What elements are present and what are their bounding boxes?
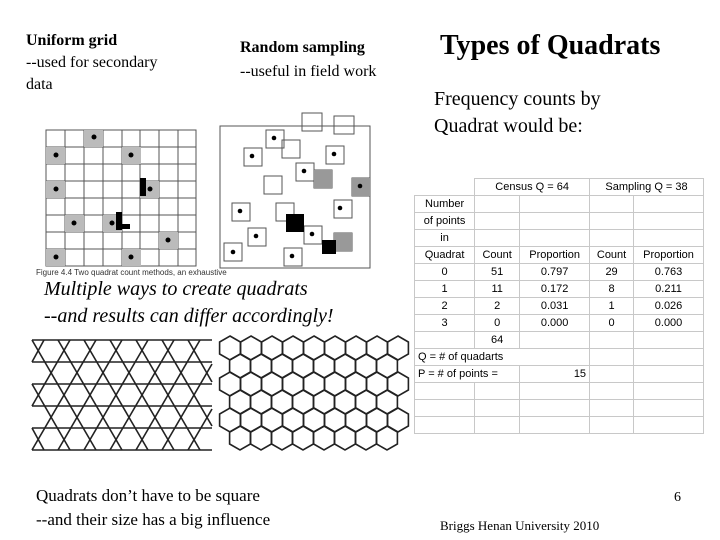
random-sampling-text — [240, 36, 376, 84]
table-row — [415, 213, 704, 230]
census-header: Census Q = 64 — [475, 179, 590, 196]
column-header: Count — [590, 247, 634, 264]
table-row — [415, 196, 704, 213]
frequency-table — [414, 178, 704, 434]
table-p-row — [415, 366, 704, 383]
slide-title: Types of Quadrats — [440, 30, 661, 61]
multiple-line2: --and results can differ accordingly! — [44, 305, 334, 327]
row-header-line: Quadrat — [415, 247, 475, 264]
table-row — [415, 383, 704, 400]
table-row: 1 11 0.172 8 0.211 — [415, 281, 704, 298]
row-header-line: Number — [415, 196, 475, 213]
sampling-header: Sampling Q = 38 — [590, 179, 704, 196]
uniform-grid-text — [26, 30, 158, 96]
column-header: Count — [475, 247, 520, 264]
hexagon-cells — [220, 336, 409, 450]
table-row: 2 2 0.031 1 0.026 — [415, 298, 704, 315]
table-total-row — [415, 332, 704, 349]
row-header-line: in — [415, 230, 475, 247]
q-label: Q = # of quadarts — [415, 349, 590, 366]
random-sampling-line1: --useful in field work — [240, 63, 377, 80]
page-number: 6 — [674, 490, 681, 505]
frequency-line2: Quadrat would be: — [434, 115, 583, 137]
credit-line: Briggs Henan University 2010 — [440, 518, 600, 533]
bottom-text — [36, 484, 270, 532]
uniform-grid-title: Uniform grid — [26, 32, 118, 49]
table-row: 0 51 0.797 29 0.763 — [415, 264, 704, 281]
table-row: 3 0 0.000 0 0.000 — [415, 315, 704, 332]
bottom-line1: Quadrats don’t have to be square — [36, 486, 260, 505]
p-label: P = # of points = — [415, 366, 520, 383]
uniform-grid-line1: --used for secondary — [26, 54, 158, 71]
frequency-text — [434, 86, 601, 140]
uniform-black-blocks — [116, 178, 146, 230]
column-header: Proportion — [520, 247, 590, 264]
table-q-row — [415, 349, 704, 366]
table-row — [415, 400, 704, 417]
column-header: Proportion — [634, 247, 704, 264]
p-value: 15 — [520, 366, 590, 383]
triangle-mesh-figure — [30, 334, 214, 454]
table-row — [415, 230, 704, 247]
census-total: 64 — [475, 332, 520, 349]
table-header-row — [415, 179, 704, 196]
uniform-grid-line2: data — [26, 76, 53, 93]
multiple-line1: Multiple ways to create quadrats — [44, 278, 308, 300]
table-row — [415, 417, 704, 434]
bottom-line2: --and their size has a big influence — [36, 510, 271, 529]
row-header-line: of points — [415, 213, 475, 230]
quadrat-figure — [34, 108, 414, 278]
hexagon-mesh-figure — [218, 334, 410, 454]
multiple-ways-text — [44, 276, 334, 330]
table-columns-row — [415, 247, 704, 264]
figure-caption: Figure 4.4 Two quadrat count methods, an exhaustive — [36, 268, 227, 277]
frequency-line1: Frequency counts by — [434, 88, 601, 110]
random-sampling-title: Random sampling — [240, 39, 365, 56]
